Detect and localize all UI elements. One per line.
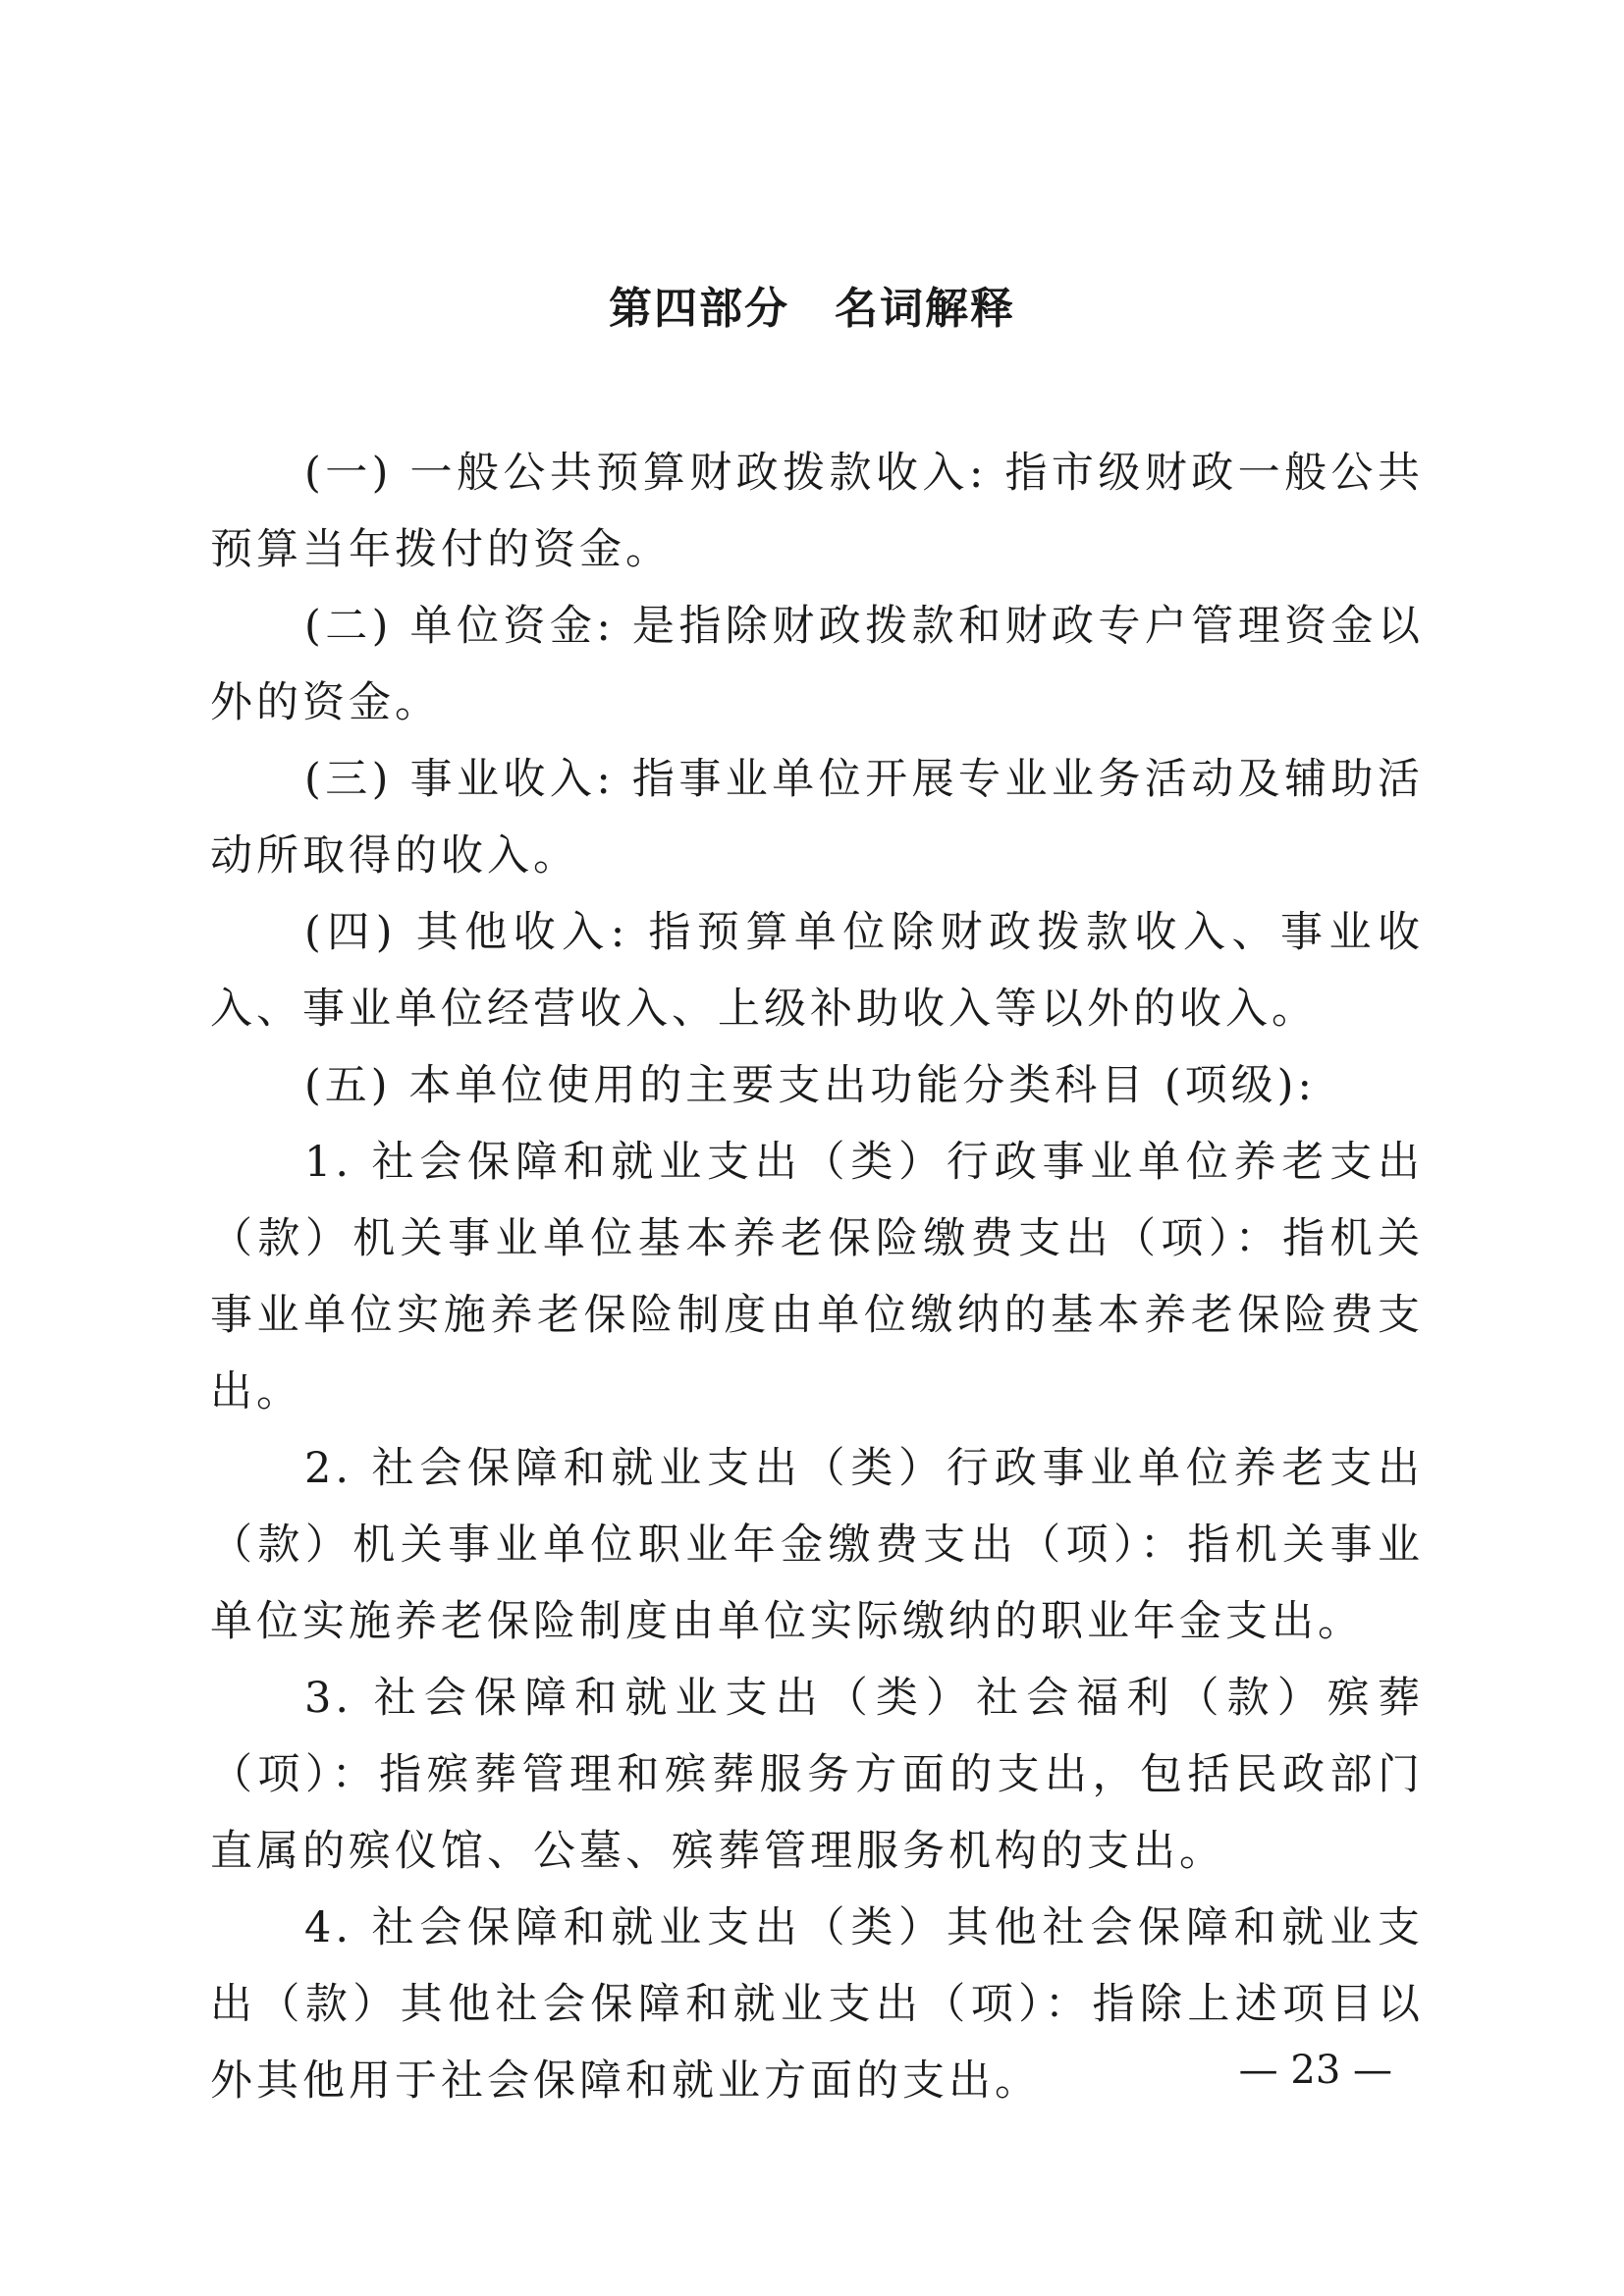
paragraph-4: (四) 其他收入: 指预算单位除财政拨款收入、事业收入、事业单位经营收入、上级补助收入等以外的收入。 [210, 908, 1424, 1034]
paragraph-7: 2. 社会保障和就业支出（类）行政事业单位养老支出（款）机关事业单位职业年金缴费支出（项）：指机关事业单位实施养老保险制度由单位实际缴纳的职业年金支出。 [210, 1444, 1424, 1646]
paragraph-2: (二) 单位资金: 是指除财政拨款和财政专户管理资金以外的资金。 [210, 602, 1424, 727]
paragraph-3: (三) 事业收入: 指事业单位开展专业业务活动及辅助活动所取得的收入。 [210, 755, 1424, 881]
paragraph-5: (五) 本单位使用的主要支出功能分类科目 (项级): [304, 1061, 1316, 1110]
paragraph-9: 4. 社会保障和就业支出（类）其他社会保障和就业支出（款）其他社会保障和就业支出（项）：指除上述项目以外其他用于社会保障和就业方面的支出。 [210, 1903, 1424, 2106]
paragraph-6: 1. 社会保障和就业支出（类）行政事业单位养老支出（款）机关事业单位基本养老保险缴费支出（项）：指机关事业单位实施养老保险制度由单位缴纳的基本养老保险费支出。 [210, 1138, 1424, 1416]
page-number: — 23 — [1238, 2048, 1392, 2093]
paragraph-1: (一) 一般公共预算财政拨款收入: 指市级财政一般公共预算当年拨付的资金。 [210, 449, 1424, 574]
body-text [210, 435, 1424, 2119]
section-title: 第四部分 名词解释 [609, 284, 1015, 334]
paragraph-8: 3. 社会保障和就业支出（类）社会福利（款）殡葬（项）：指殡葬管理和殡葬服务方面的支出，包括民政部门直属的殡仪馆、公墓、殡葬管理服务机构的支出。 [210, 1674, 1424, 1876]
